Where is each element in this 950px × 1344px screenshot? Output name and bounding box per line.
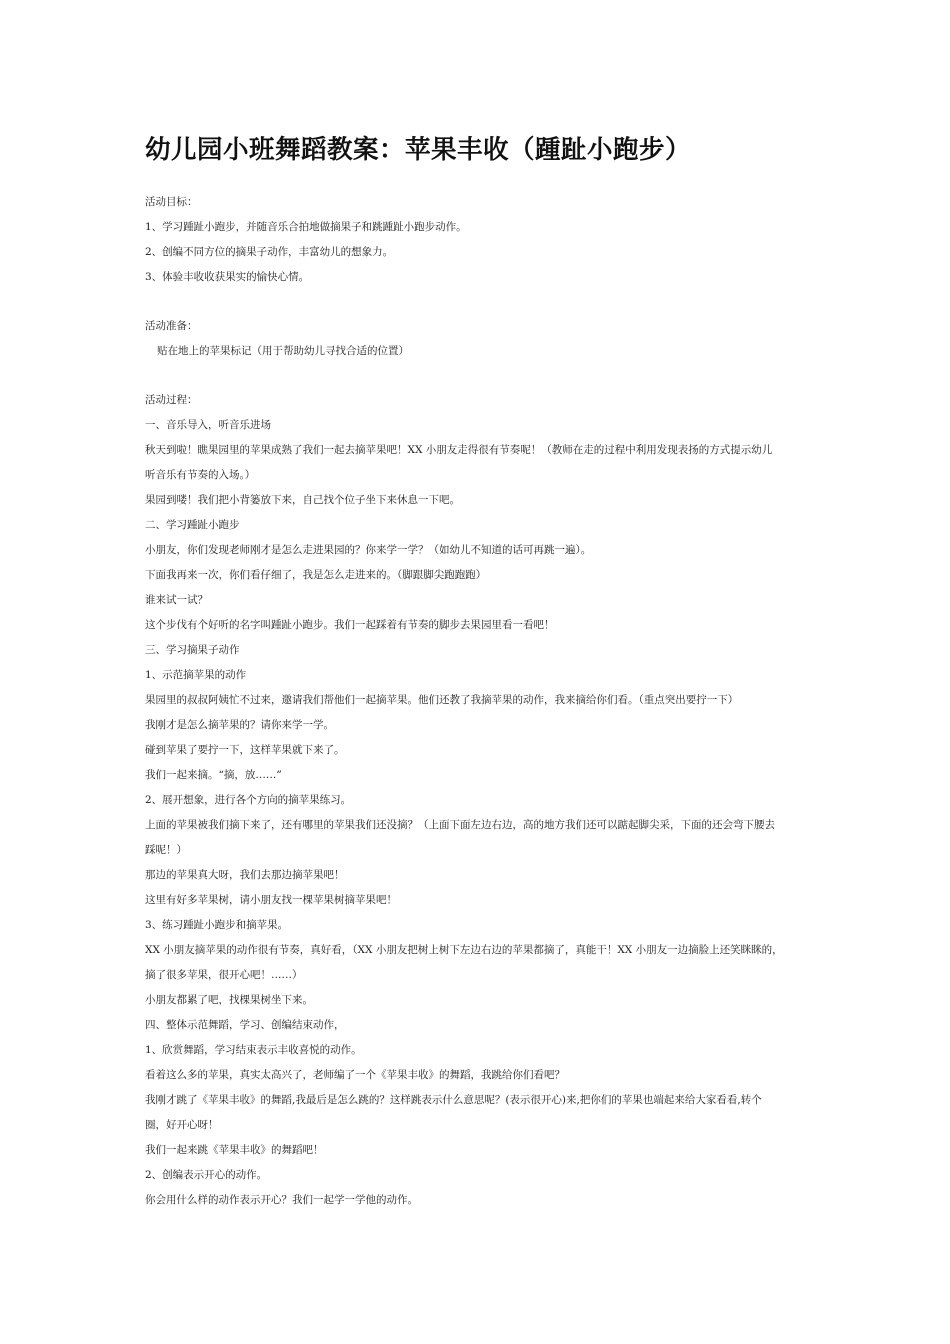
- process-line: 摘了很多苹果，很开心吧！……）: [145, 969, 303, 981]
- process-line: 我刚才跳了《苹果丰收》的舞蹈,我最后是怎么跳的？这样跳表示什么意思呢？(表示很开心)来,把你们的苹果也端起来给大家看看,转个: [145, 1094, 762, 1106]
- process-line: 下面我再来一次，你们看仔细了，我是怎么走进来的。（脚跟脚尖跑跑跑）: [145, 569, 487, 581]
- goal-item: 2、创编不同方位的摘果子动作，丰富幼儿的想象力。: [145, 246, 394, 258]
- process-line: 我们一起来跳《苹果丰收》的舞蹈吧！: [145, 1144, 324, 1156]
- process-line: 小朋友都累了吧，找棵果树坐下来。: [145, 994, 313, 1006]
- prep-text: 贴在地上的苹果标记（用于帮助幼儿寻找合适的位置）: [157, 345, 409, 357]
- process-line: 圈，好开心呀！: [145, 1119, 219, 1131]
- process-line: 这个步伐有个好听的名字叫踵趾小跑步。我们一起踩着有节奏的脚步去果园里看一看吧！: [145, 619, 555, 631]
- process-line: 1、示范摘苹果的动作: [145, 669, 247, 681]
- process-line: 一、音乐导入，听音乐进场: [145, 419, 271, 431]
- process-line: 听音乐有节奏的入场。）: [145, 469, 256, 481]
- process-line: 那边的苹果真大呀，我们去那边摘苹果吧！: [145, 869, 345, 881]
- process-line: 果园到喽！我们把小背篓放下来，自己找个位子坐下来休息一下吧。: [145, 494, 460, 506]
- goal-item: 3、体验丰收收获果实的愉快心情。: [145, 271, 310, 283]
- process-line: 你会用什么样的动作表示开心？我们一起学一学他的动作。: [145, 1194, 418, 1206]
- process-line: 我刚才是怎么摘苹果的？请你来学一学。: [145, 719, 334, 731]
- process-line: 2、创编表示开心的动作。: [145, 1169, 268, 1181]
- process-line: 这里有好多苹果树，请小朋友找一棵苹果树摘苹果吧！: [145, 894, 397, 906]
- goals-heading: 活动目标：: [145, 196, 198, 208]
- process-heading: 活动过程：: [145, 394, 198, 406]
- process-line: 踩呢！）: [145, 844, 187, 856]
- process-line: 秋天到啦！瞧果园里的苹果成熟了我们一起去摘苹果吧！XX 小朋友走得很有节奏呢！（教师在走的过程中利用发现表扬的方式提示幼儿: [145, 444, 773, 456]
- process-line: 二、学习踵趾小跑步: [145, 519, 240, 531]
- process-line: 2、展开想象，进行各个方向的摘苹果练习。: [145, 794, 352, 806]
- process-line: 三、学习摘果子动作: [145, 644, 240, 656]
- process-line: 3、练习踵趾小跑步和摘苹果。: [145, 919, 289, 931]
- process-line: XX 小朋友摘苹果的动作很有节奏，真好看，（XX 小朋友把树上树下左边右边的苹果都摘了，真能干！XX 小朋友一边摘脸上还笑眯眯的，: [145, 944, 783, 956]
- process-line: 果园里的叔叔阿姨忙不过来，邀请我们帮他们一起摘苹果。他们还教了我摘苹果的动作，我来摘给你们看。（重点突出要拧一下）: [145, 694, 739, 706]
- goal-item: 1、学习踵趾小跑步，并随音乐合拍地做摘果子和跳踵趾小跑步动作。: [145, 221, 467, 233]
- process-lines: [145, 413, 815, 1213]
- process-line: 上面的苹果被我们摘下来了，还有哪里的苹果我们还没摘？（上面下面左边右边，高的地方我们还可以踮起脚尖采，下面的还会弯下腰去: [145, 819, 775, 831]
- document-body: [145, 190, 815, 1213]
- prep-heading: 活动准备：: [145, 320, 198, 332]
- process-line: 小朋友，你们发现老师刚才是怎么走进果园的？你来学一学？（如幼儿不知道的话可再跳一遍）。: [145, 544, 592, 556]
- process-line: 我们一起来摘。“摘，放……”: [145, 769, 282, 781]
- process-line: 1、欣赏舞蹈，学习结束表示丰收喜悦的动作。: [145, 1044, 362, 1056]
- process-line: 碰到苹果了要拧一下，这样苹果就下来了。: [145, 744, 345, 756]
- process-line: 四、整体示范舞蹈，学习、创编结束动作，: [145, 1019, 345, 1031]
- process-line: 谁来试一试？: [145, 594, 208, 606]
- process-line: 看着这么多的苹果，真实太高兴了，老师编了一个《苹果丰收》的舞蹈，我跳给你们看吧？: [145, 1069, 565, 1081]
- document-title: 幼儿园小班舞蹈教案：苹果丰收（踵趾小跑步）: [145, 135, 692, 165]
